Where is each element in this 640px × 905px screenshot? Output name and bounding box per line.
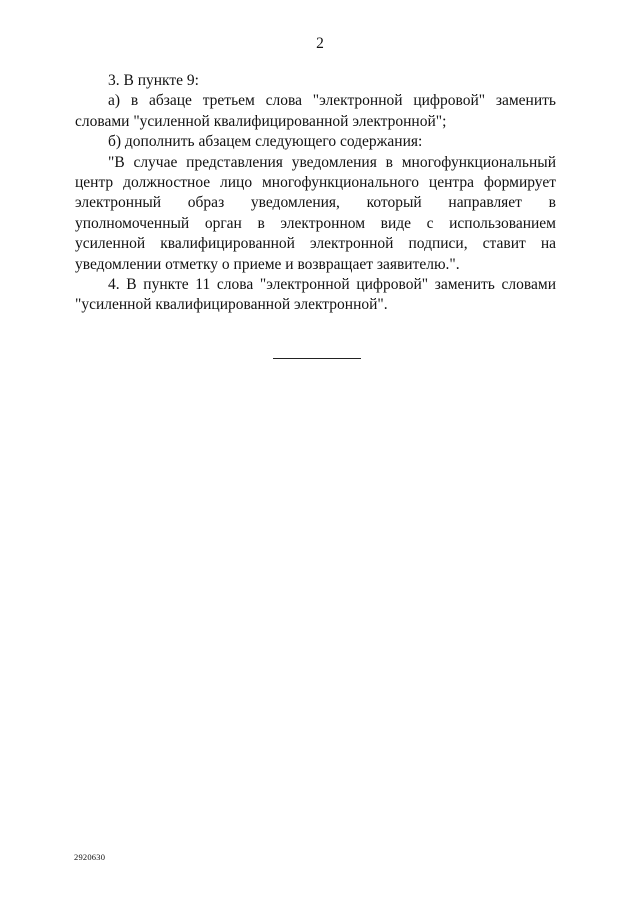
paragraph-quoted-addition: "В случае представления уведомления в многофункциональный центр должностное лицо многофункционального центра формирует электронный образ уведомления, который направляет в уполномоченный орган в электронном виде с использованием усиленной квалифицированной электронной подписи, ставит на уведомлении отметку о приеме и возвращает заявителю.". <box>75 153 556 273</box>
paragraph-subitem-a: а) в абзаце третьем слова "электронной цифровой" заменить словами "усиленной квалифицированной электронной"; <box>75 92 556 130</box>
document-body <box>75 71 556 316</box>
paragraph-item-3-heading: 3. В пункте 9: <box>108 72 199 89</box>
closing-divider <box>273 358 361 359</box>
page-number: 2 <box>316 35 324 52</box>
paragraph-item-4: 4. В пункте 11 слова "электронной цифровой" заменить словами "усиленной квалифицированной электронной". <box>75 276 556 314</box>
paragraph-subitem-b: б) дополнить абзацем следующего содержания: <box>108 133 423 151</box>
document-code: 2920630 <box>74 852 106 862</box>
